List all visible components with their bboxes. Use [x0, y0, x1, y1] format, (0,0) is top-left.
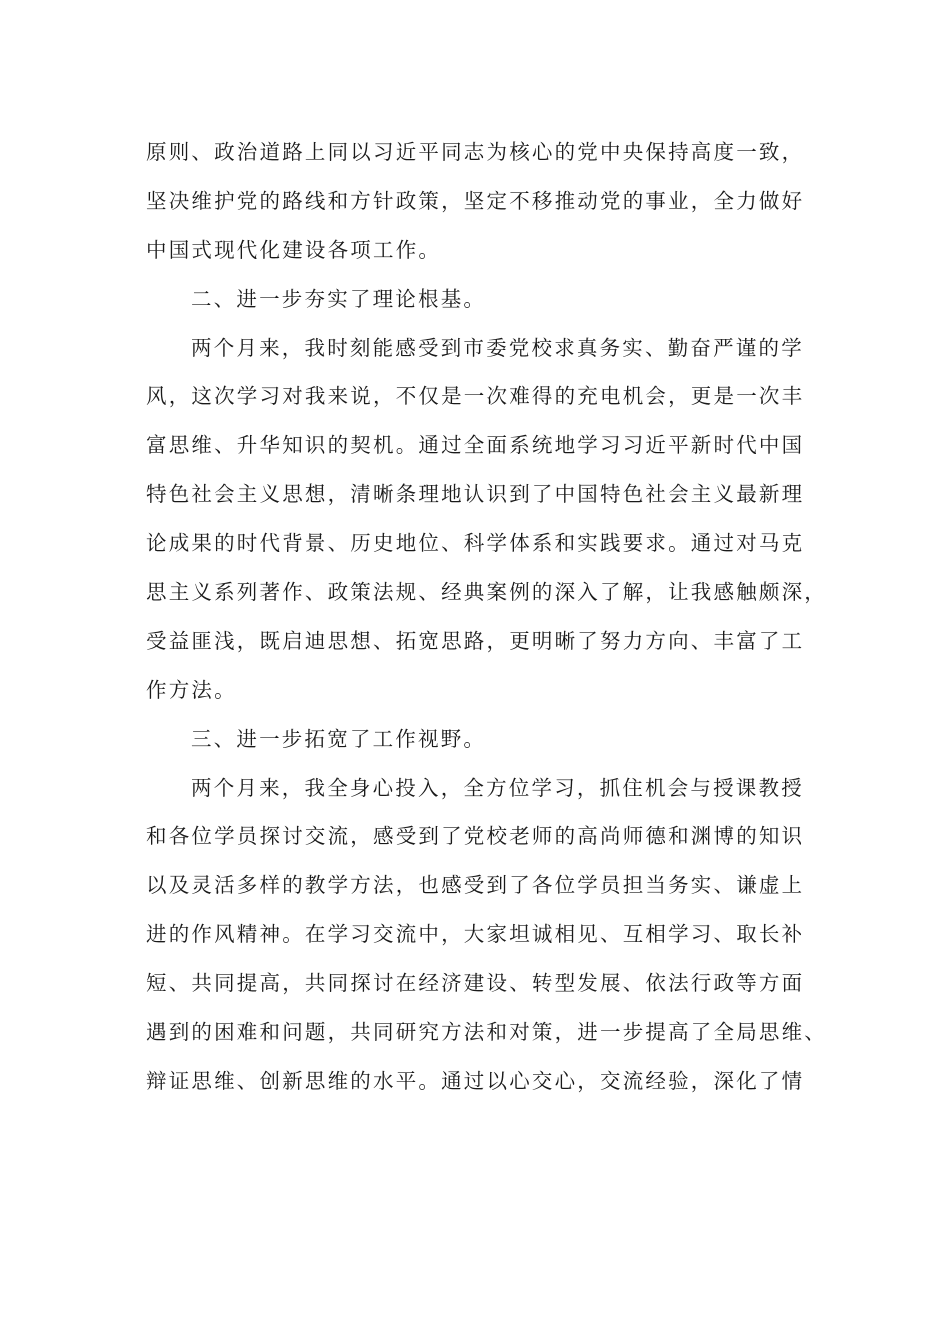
body-line: 两个月来，我全身心投入，全方位学习，抓住机会与授课教授: [191, 775, 804, 800]
body-line: 思主义系列著作、政策法规、经典案例的深入了解，让我感触颇深，: [146, 580, 827, 605]
body-line: 辩证思维、创新思维的水平。通过以心交心，交流经验，深化了情: [146, 1068, 805, 1093]
body-line: 两个月来，我时刻能感受到市委党校求真务实、勤奋严谨的学: [191, 335, 804, 360]
body-line: 进的作风精神。在学习交流中，大家坦诚相见、互相学习、取长补: [146, 922, 805, 947]
body-line: 作方法。: [146, 677, 237, 702]
body-line: 论成果的时代背景、历史地位、科学体系和实践要求。通过对马克: [146, 531, 805, 556]
body-line: 原则、政治道路上同以习近平同志为核心的党中央保持高度一致，: [146, 140, 805, 164]
body-line: 短、共同提高，共同探讨在经济建设、转型发展、依法行政等方面: [146, 971, 805, 996]
document-body: [146, 128, 827, 1106]
body-line: 富思维、升华知识的契机。通过全面系统地学习习近平新时代中国: [146, 433, 805, 458]
body-line: 遇到的困难和问题，共同研究方法和对策，进一步提高了全局思维、: [146, 1020, 827, 1045]
body-line: 受益匪浅，既启迪思想、拓宽思路，更明晰了努力方向、丰富了工: [146, 628, 805, 653]
body-line: 中国式现代化建设各项工作。: [146, 237, 442, 262]
section-heading: 三、进一步拓宽了工作视野。: [191, 726, 487, 751]
section-heading: 二、进一步夯实了理论根基。: [191, 286, 487, 311]
body-line: 坚决维护党的路线和方针政策，坚定不移推动党的事业，全力做好: [146, 188, 805, 213]
body-line: 以及灵活多样的教学方法，也感受到了各位学员担当务实、谦虚上: [146, 873, 805, 898]
body-line: 特色社会主义思想，清晰条理地认识到了中国特色社会主义最新理: [146, 482, 805, 507]
body-line: 和各位学员探讨交流，感受到了党校老师的高尚师德和渊博的知识: [146, 824, 805, 849]
body-line: 风，这次学习对我来说，不仅是一次难得的充电机会，更是一次丰: [146, 384, 805, 409]
